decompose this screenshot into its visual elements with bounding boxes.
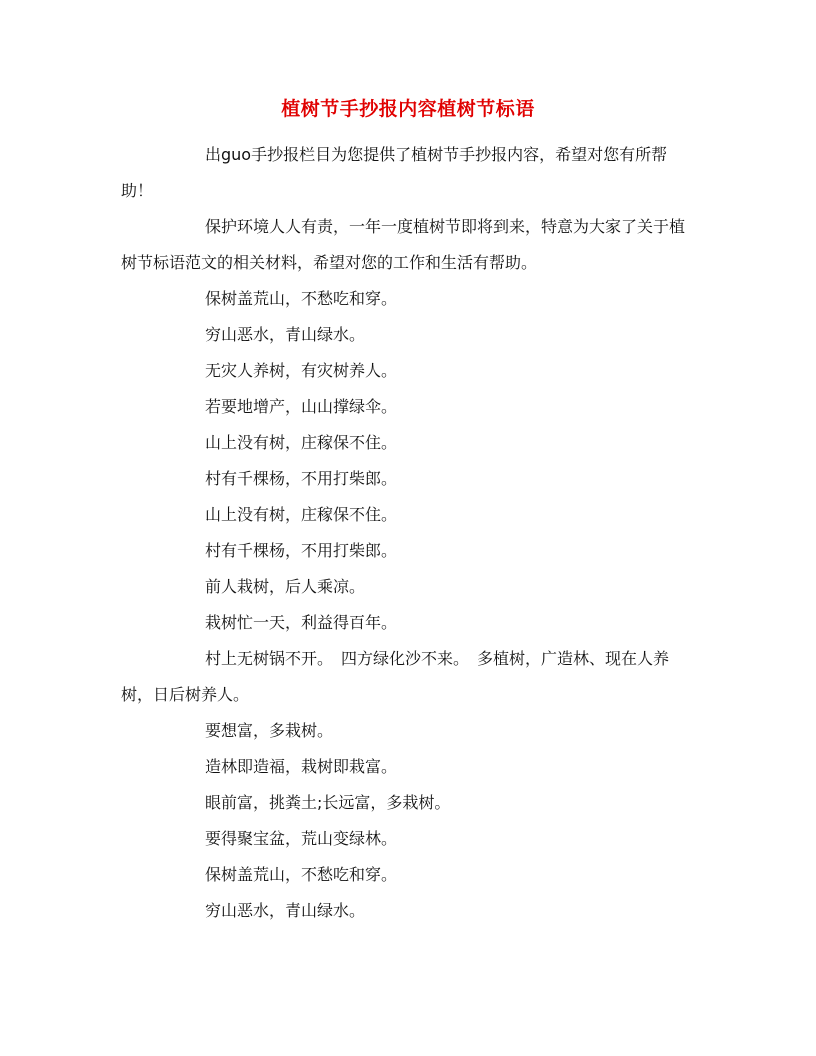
slogan-line: 眼前富，挑粪土;长远富，多栽树。 <box>205 793 451 812</box>
slogan-line: 山上没有树，庄稼保不住。 <box>205 433 398 452</box>
slogan-line: 无灾人养树，有灾树养人。 <box>205 361 398 380</box>
slogan-line: 穷山恶水，青山绿水。 <box>205 901 366 920</box>
paragraph: 保护环境人人有责，一年一度植树节即将到来，特意为大家了关于植树节标语范文的相关材料，希望对您的工作和生活有帮助。 <box>121 217 686 272</box>
paragraph: 出guo手抄报栏目为您提供了植树节手抄报内容，希望对您有所帮助！ <box>121 145 668 200</box>
document-body <box>121 137 693 929</box>
slogan-line: 穷山恶水，青山绿水。 <box>205 325 366 344</box>
slogan-line: 保树盖荒山，不愁吃和穿。 <box>205 289 398 308</box>
slogan-line: 村有千棵杨，不用打柴郎。 <box>205 469 398 488</box>
slogan-line: 村有千棵杨，不用打柴郎。 <box>205 541 398 560</box>
slogan-line: 村上无树锅不开。 四方绿化沙不来。 多植树，广造林、现在人养树，日后树养人。 <box>121 649 670 704</box>
slogan-line: 栽树忙一天，利益得百年。 <box>205 613 398 632</box>
slogan-line: 要得聚宝盆，荒山变绿林。 <box>205 829 398 848</box>
slogan-line: 前人栽树，后人乘凉。 <box>205 577 366 596</box>
slogan-line: 保树盖荒山，不愁吃和穿。 <box>205 865 398 884</box>
slogan-line: 要想富，多栽树。 <box>205 721 334 740</box>
slogan-line: 造林即造福，栽树即栽富。 <box>205 757 398 776</box>
slogan-line: 若要地增产，山山撑绿伞。 <box>205 397 398 416</box>
document-title: 植树节手抄报内容植树节标语 <box>281 98 535 120</box>
slogan-line: 山上没有树，庄稼保不住。 <box>205 505 398 524</box>
